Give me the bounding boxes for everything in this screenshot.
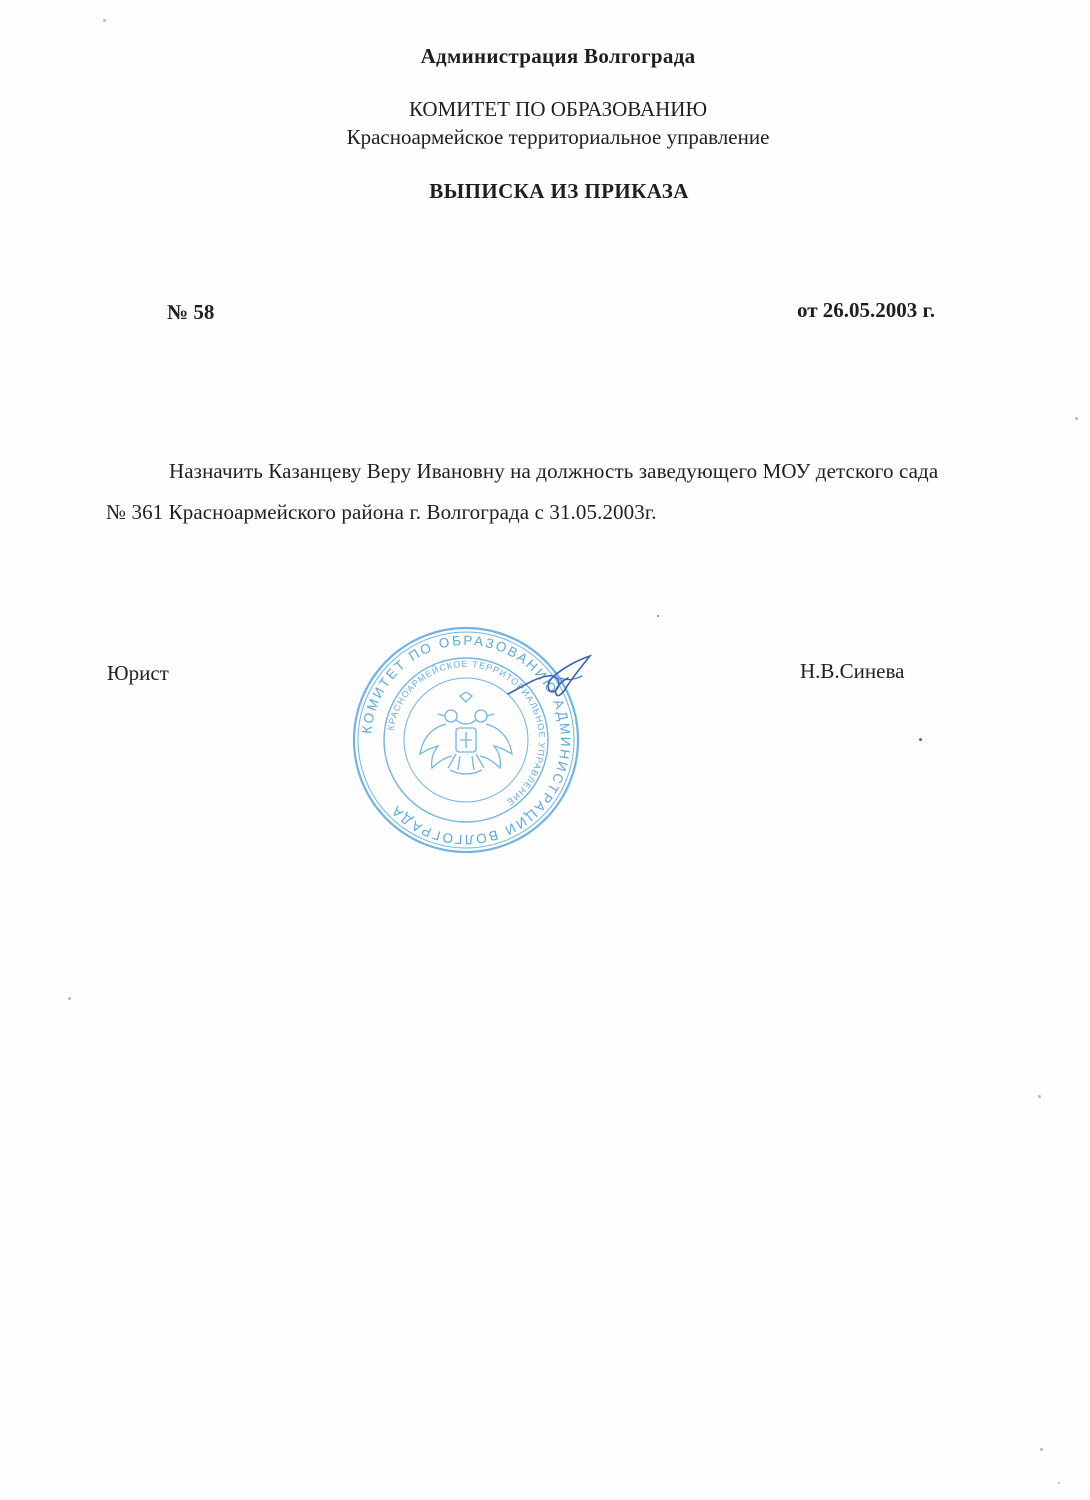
department-heading: Красноармейское территориальное управление (346, 125, 770, 149)
administration-heading: Администрация Волгограда (420, 44, 696, 68)
order-number: № 58 (167, 300, 215, 324)
double-headed-eagle-icon (420, 692, 512, 774)
scan-speck (1075, 417, 1078, 420)
scan-speck (103, 19, 106, 22)
order-date: от 26.05.2003 г. (797, 298, 935, 322)
order-text-line-1: Назначить Казанцеву Веру Ивановну на должность заведующего МОУ детского сада (169, 459, 939, 483)
scan-speck (68, 997, 71, 1000)
handwritten-signature (500, 648, 600, 708)
scan-speck (1038, 1095, 1041, 1098)
order-text-line-2: № 361 Красноармейского района г. Волгограда с 31.05.2003г. (106, 500, 657, 524)
scan-speck (919, 738, 922, 741)
scan-speck (657, 615, 659, 617)
scan-speck (1040, 1448, 1043, 1451)
stamp-inner-text: КРАСНОАРМЕЙСКОЕ ТЕРРИТОРИАЛЬНОЕ УПРАВЛЕНИЕ (385, 658, 548, 808)
committee-heading: КОМИТЕТ ПО ОБРАЗОВАНИЮ (408, 97, 708, 121)
signatory-name: Н.В.Синева (800, 659, 905, 683)
scan-speck (1058, 1482, 1060, 1484)
signatory-role: Юрист (107, 661, 169, 685)
document-title: ВЫПИСКА ИЗ ПРИКАЗА (429, 179, 689, 203)
stamp-outer-text: КОМИТЕТ ПО ОБРАЗОВАНИЮ АДМИНИСТРАЦИИ ВОЛГОГРАДА (359, 632, 574, 848)
